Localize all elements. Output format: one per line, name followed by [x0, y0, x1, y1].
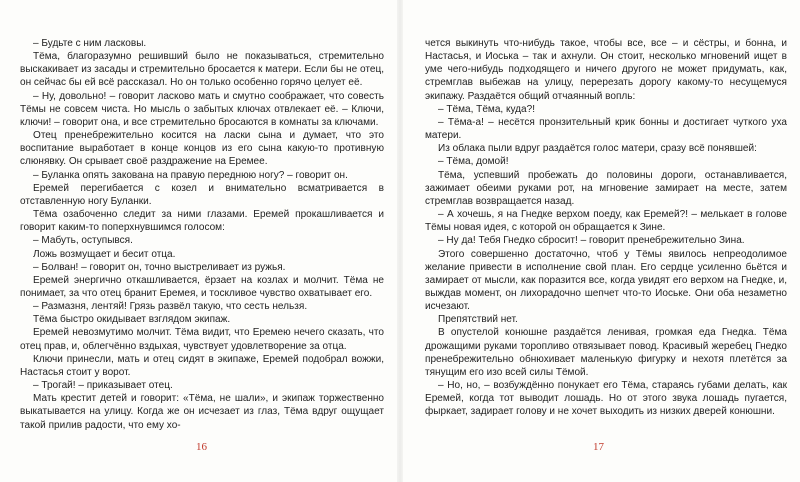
paragraph: Из облака пыли вдруг раздаётся голос матери, сразу всё понявшей: [438, 143, 757, 155]
paragraph: Этого совершенно достаточно, чтоб у Тёмы явилось непреодолимое желание привести в исполнение свой план. Его сердце усиленно бьётся и замирает от мысли, как поразится все, когда увидят его верхом на Гнедке, и, выждав момент, он лихорадочно шепчет что-то Иоське. Они оба незаметно исчезают. [425, 248, 787, 313]
paragraph: Мать крестит детей и говорит: «Тёма, не шали», и экипаж торжественно выкатывается на улицу. Когда же он исчезает из глаз, Тёма вдруг ощущает такой прилив радости, что ему хо- [20, 393, 384, 431]
paragraph: Тёма озабоченно следит за ними глазами. Еремей прокашливается и говорит каким-то поперхнувшимся голосом: [20, 209, 384, 234]
paragraph: – Трогай! – приказывает отец. [33, 380, 173, 392]
paragraph: Еремей энергично откашливается, ёрзает на козлах и молчит. Тёма не понимает, за что отец бранит Еремея, и тоскливое чувство охватывает его. [20, 274, 384, 299]
paragraph: – Размазня, лентяй! Грязь развёл такую, что сесть нельзя. [33, 301, 308, 313]
paragraph: – Буланка опять закована на правую переднюю ногу? – говорит он. [33, 169, 348, 181]
paragraph: – Тёма-а! – несётся пронзительный крик бонны и достигает чуткого уха матери. [425, 116, 787, 142]
paragraph: Тёма быстро окидывает взглядом экипаж. [33, 314, 231, 326]
paragraph: – Болван! – говорит он, точно выстреливает из ружья. [33, 261, 286, 273]
right-page-text [425, 37, 787, 419]
paragraph: Отец пренебрежительно косится на ласки сына и думает, что это воспитание выработает в конце концов из его сына какую-то противную слюнявку. Он срывает своё раздражение на Еремее. [20, 130, 384, 168]
book-gutter [397, 0, 403, 482]
paragraph: чется выкинуть что-нибудь такое, чтобы все, все – и сёстры, и бонна, и Настасья, и Иоська – так и ахнули. Он стоит, несколько мгновений ищет в уме чего-нибудь подходящего и ничего другого не может придумать, как, стремглав выбежав на улицу, перерезать дорогу какому-то несущемуся экипажу. Раздаётся общий отчаянный вопль: [425, 38, 787, 102]
left-page-number: 16 [196, 441, 207, 453]
paragraph: – Мабуть, оступывся. [33, 235, 133, 247]
paragraph: Препятствий нет. [438, 314, 518, 326]
paragraph: – Тёма, Тёма, куда?! [438, 103, 536, 115]
right-page-number: 17 [593, 441, 604, 453]
paragraph: Тёма, успевший пробежать до половины дороги, останавливается, зажимает обеими руками рот, на мгновение замирает на месте, затем стремглав возвращается назад. [425, 169, 787, 207]
paragraph: – Тёма, домой! [438, 156, 509, 168]
paragraph: Еремей невозмутимо молчит. Тёма видит, что Еремею нечего сказать, что отец прав, и, облегчённо вздыхая, чувствует удовлетворение за отца. [20, 327, 384, 352]
paragraph: – Но, но, – возбуждённо понукает его Тёма, стараясь губами делать, как Еремей, когда тот выводит лошадь. Но от этого звука лошадь пугается, фыркает, задирает голову и не хочет выходить из низких дверей конюшни. [425, 380, 787, 418]
paragraph: Ложь возмущает и бесит отца. [33, 248, 176, 260]
paragraph: Ключи принесли, мать и отец сидят в экипаже, Еремей подобрал вожжи, Настасья стоит у ворот. [20, 353, 384, 378]
paragraph: – Ну да! Тебя Гнедко сбросит! – говорит пренебрежительно Зина. [438, 235, 745, 247]
paragraph: Тёма, благоразумно решивший было не показываться, стремительно выскакивает из засады и стремительно бросается к матери. Если бы не отец, он сейчас бы ей всё рассказал. Но он только особенно горячо целует её. [20, 51, 384, 89]
paragraph: – А хочешь, я на Гнедке верхом поеду, как Еремей?! – мелькает в голове Тёмы новая идея, с которой он обращается к Зине. [425, 209, 787, 234]
left-page-text [20, 37, 384, 432]
paragraph: – Будьте с ним ласковы. [33, 38, 147, 49]
paragraph: В опустелой конюшне раздаётся ленивая, громкая еда Гнедка. Тёма дрожащими руками торопливо отвязывает повод. Красивый жеребец Гнедко пренебрежительно обнюхивает маленькую фигурку и нехотя плетётся за тянущим его изо всей силы Тёмой. [425, 327, 787, 378]
paragraph: Еремей перегибается с козел и внимательно всматривается в отставленную ногу Буланки. [20, 182, 384, 207]
paragraph: – Ну, довольно! – говорит ласково мать и смутно соображает, что совесть Тёмы не совсем чиста. Но мысль о забытых ключах отвлекает её. – Ключи, ключи! – говорит она, и все стремительно бросаются в комнаты за ключами. [20, 90, 384, 128]
